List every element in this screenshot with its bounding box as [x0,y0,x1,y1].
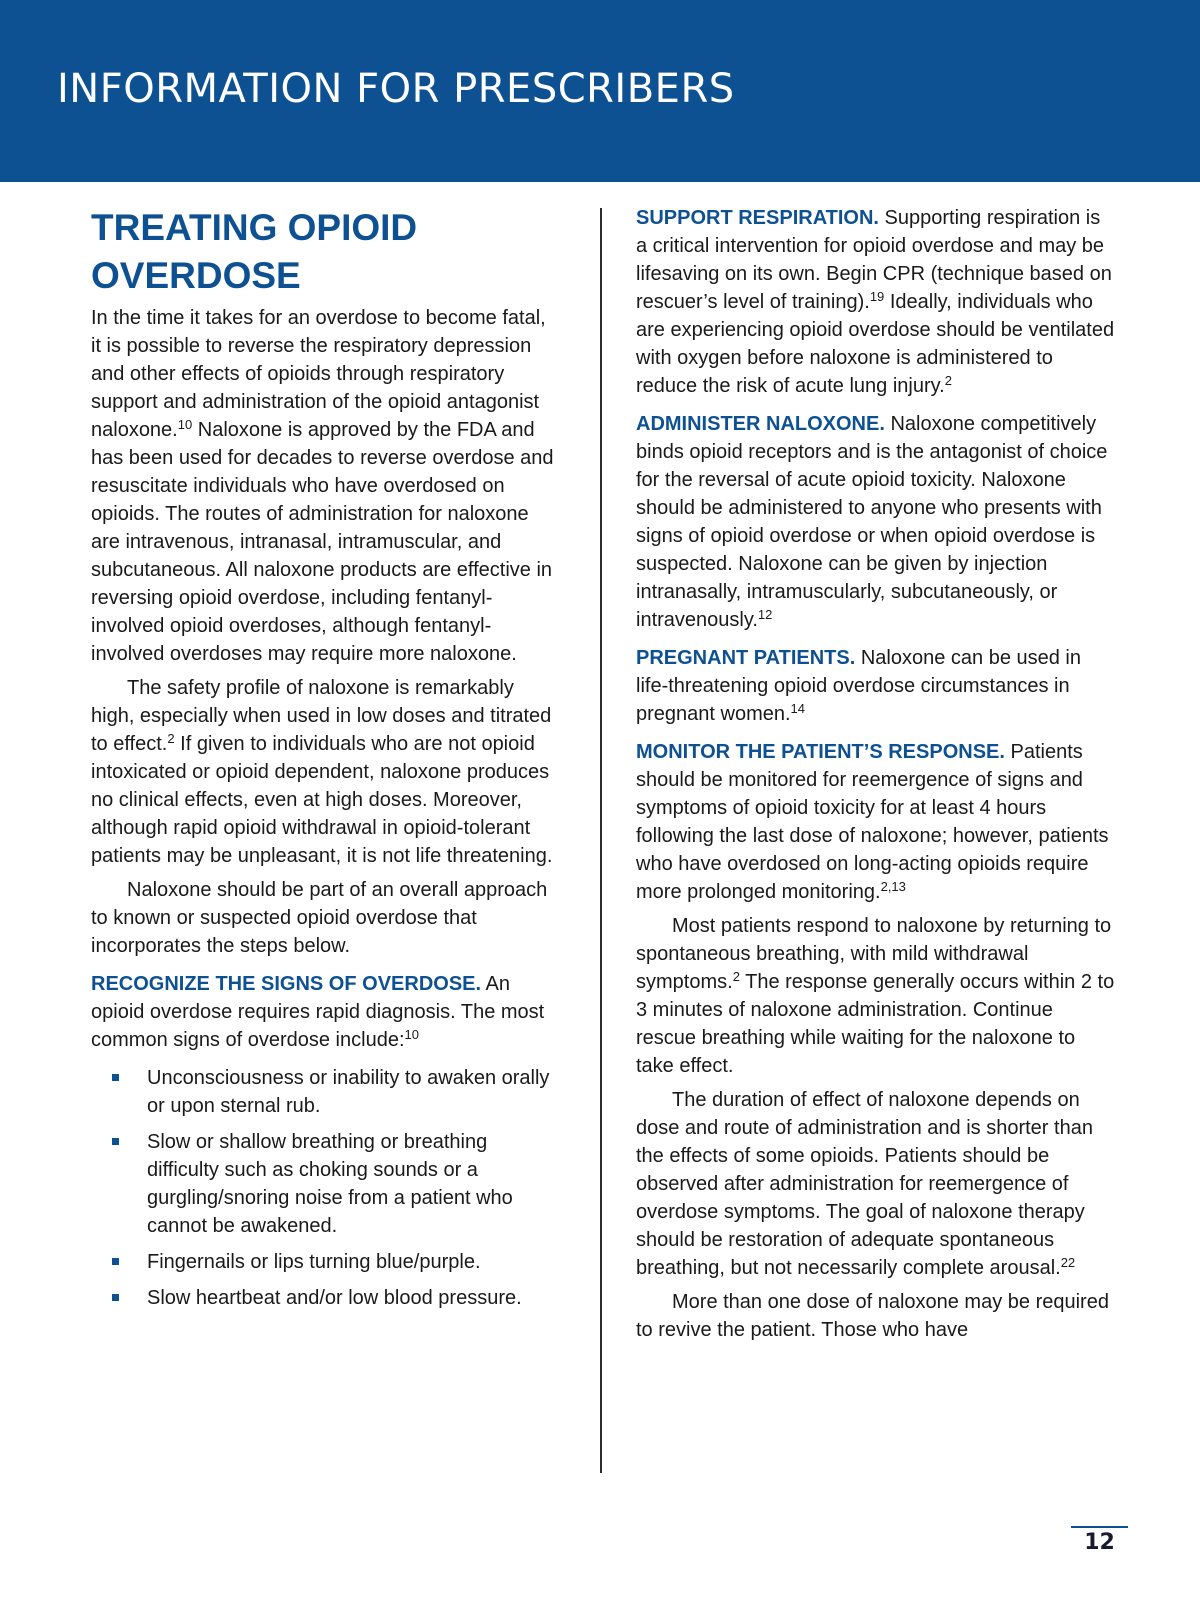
page-title: INFORMATION FOR PRESCRIBERS [57,66,735,112]
recognize-heading: RECOGNIZE THE SIGNS OF OVERDOSE. [91,973,482,995]
pregnant-patients-heading: PREGNANT PATIENTS. [636,647,856,669]
intro-paragraph: In the time it takes for an overdose to become fatal, it is possible to reverse the respiratory depression and other effects of opioids through respiratory support and administration of the opioid antagonist naloxone.$^{10}$ Naloxone is approved by the FDA and has been used for decades to reverse overdose and resuscitate individuals who have overdosed on opioids. The routes of administration for naloxone are intravenous, intranasal, intramuscular, and subcutaneous. All naloxone products are effective in reversing opioid overdose, including fentanyl-involved opioid overdoses, although fentanyl-involved overdoses may require more naloxone. [91,307,554,665]
citation: 2 [167,731,175,746]
citation: 2,13 [880,879,906,894]
list-item: Unconsciousness or inability to awaken orally or upon sternal rub. [91,1064,561,1120]
list-item: Slow heartbeat and/or low blood pressure. [91,1284,561,1312]
left-column [91,204,561,1320]
monitor-response-paragraph: MONITOR THE PATIENT’S RESPONSE. Patients should be monitored for reemergence of signs and symptoms of opioid toxicity for at least 4 hours following the last dose of naloxone; however, patients who have overdosed on long-acting opioids require more prolonged monitoring.$^{2,13}$ [636,741,1109,903]
patient-response-paragraph: Most patients respond to naloxone by returning to spontaneous breathing, with mild withdrawal symptoms.$^2$ The response generally occurs within 2 to 3 minutes of naloxone administration. Continue rescue breathing while waiting for the naloxone to take effect. [636,915,1115,1077]
support-respiration-heading: SUPPORT RESPIRATION. [636,207,879,229]
citation: 2 [732,969,740,984]
administer-naloxone-paragraph: ADMINISTER NALOXONE. Naloxone competitively binds opioid receptors and is the antagonist of choice for the reversal of acute opioid toxicity. Naloxone should be administered to anyone who presents with signs of opioid overdose or when opioid overdose is suspected. Naloxone can be given by injection intranasally, intramuscularly, subcutaneously, or intravenously.$^{12}$ [636,413,1108,631]
citation: 22 [1060,1255,1076,1270]
administer-naloxone-heading: ADMINISTER NALOXONE. [636,413,885,435]
right-column [636,204,1116,1350]
section-heading: TREATING OPIOID OVERDOSE [91,207,418,296]
pregnant-patients-paragraph: PREGNANT PATIENTS. Naloxone can be used in life-threatening opioid overdose circumstances in pregnant women.$^{14}$ [636,647,1081,725]
header-banner [0,0,1200,182]
square-bullet-icon [112,1138,119,1145]
square-bullet-icon [112,1294,119,1301]
duration-paragraph: The duration of effect of naloxone depends on dose and route of administration and is shorter than the effects of some opioids. Patients should be observed after administration for reemergence of overdose symptoms. The goal of naloxone therapy should be restoration of adequate spontaneous breathing, but not necessarily complete arousal.$^{22}$ [636,1089,1093,1279]
citation: 12 [757,607,773,622]
citation: 19 [869,289,885,304]
square-bullet-icon [112,1074,119,1081]
recognize-paragraph: RECOGNIZE THE SIGNS OF OVERDOSE. An opioid overdose requires rapid diagnosis. The most common signs of overdose include:$^{10}$ [91,973,545,1051]
support-respiration-paragraph: SUPPORT RESPIRATION. Supporting respiration is a critical intervention for opioid overdose and may be lifesaving on its own. Begin CPR (technique based on rescuer’s level of training).$^{19}$ Ideally, individuals who are experiencing opioid overdose should be ventilated with oxygen before naloxone is administered to reduce the risk of acute lung injury.$^2$ [636,207,1115,397]
multiple-doses-paragraph: More than one dose of naloxone may be required to revive the patient. Those who have [636,1291,1109,1341]
list-item: Fingernails or lips turning blue/purple. [91,1248,561,1276]
safety-paragraph: The safety profile of naloxone is remarkably high, especially when used in low doses and titrated to effect.$^2$ If given to individuals who are not opioid intoxicated or opioid dependent, naloxone produces no clinical effects, even at high doses. Moreover, although rapid opioid withdrawal in opioid-tolerant patients may be unpleasant, it is not life threatening. [91,677,553,867]
citation: 14 [790,701,806,716]
citation: 2 [944,373,952,388]
page-number-rule [1071,1526,1128,1528]
citation: 10 [177,417,193,432]
square-bullet-icon [112,1258,119,1265]
overall-paragraph: Naloxone should be part of an overall approach to known or suspected opioid overdose that incorporates the steps below. [91,879,548,957]
citation: 10 [404,1027,419,1042]
page-number: 12 [1084,1530,1115,1555]
overdose-signs-list [91,1064,561,1312]
column-divider [600,208,602,1473]
monitor-response-heading: MONITOR THE PATIENT’S RESPONSE. [636,741,1005,763]
list-item: Slow or shallow breathing or breathing difficulty such as choking sounds or a gurgling/snoring noise from a patient who cannot be awakened. [91,1128,561,1240]
